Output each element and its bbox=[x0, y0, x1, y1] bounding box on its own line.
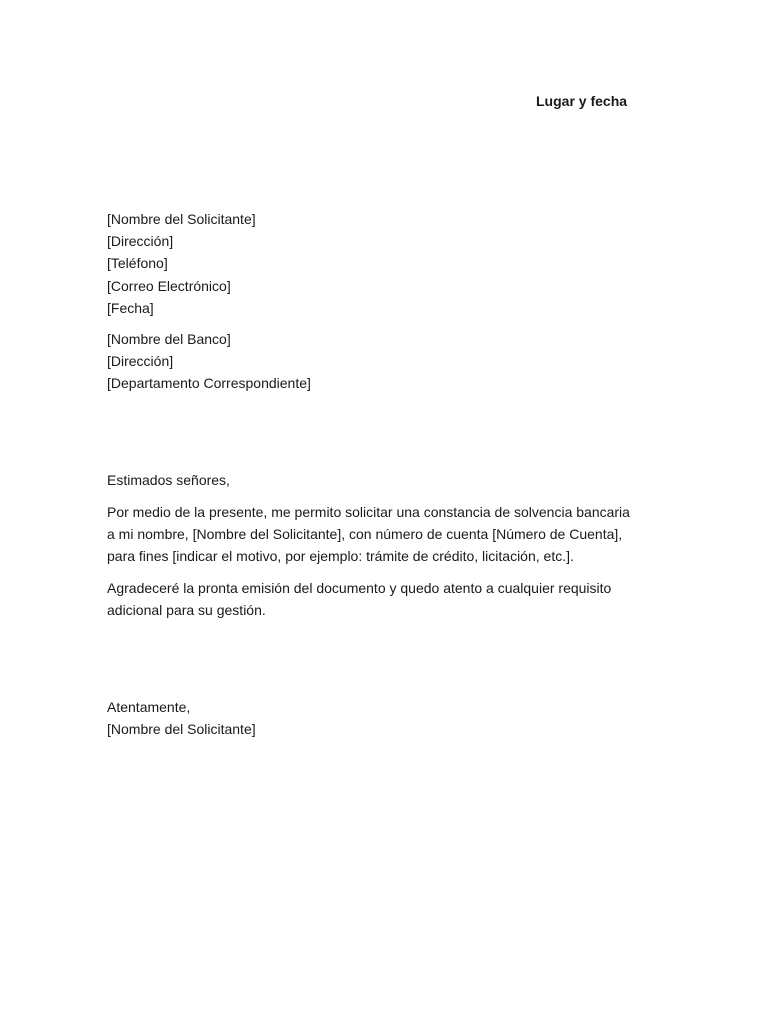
salutation: Estimados señores, bbox=[107, 472, 230, 488]
bank-name: [Nombre del Banco] bbox=[107, 331, 231, 347]
body-paragraph-1 bbox=[107, 501, 663, 568]
salutation-block bbox=[107, 469, 667, 491]
recipient-block bbox=[107, 328, 667, 395]
paragraph-2-line: Agradeceré la pronta emisión del documento y quedo atento a cualquier requisito bbox=[107, 580, 612, 596]
sender-address: [Dirección] bbox=[107, 233, 174, 250]
sender-phone: [Teléfono] bbox=[107, 255, 168, 272]
paragraph-1-line: Por medio de la presente, me permito solicitar una constancia de solvencia bancaria bbox=[107, 504, 630, 520]
paragraph-1-line: para fines [indicar el motivo, por ejemplo: trámite de crédito, licitación, etc.]. bbox=[107, 548, 574, 565]
sender-date: [Fecha] bbox=[107, 299, 154, 316]
sender-email: [Correo Electrónico] bbox=[107, 277, 231, 294]
closing-block bbox=[107, 696, 667, 740]
sender-block bbox=[107, 208, 667, 319]
farewell: Atentamente, bbox=[107, 699, 191, 715]
place-and-date: Lugar y fecha bbox=[536, 93, 628, 109]
sender-name: [Nombre del Solicitante] bbox=[107, 211, 256, 227]
body-paragraph-2 bbox=[107, 577, 663, 621]
bank-department: [Departamento Correspondiente] bbox=[107, 375, 311, 392]
paragraph-2-line: adicional para su gestión. bbox=[107, 602, 266, 619]
bank-address: [Dirección] bbox=[107, 353, 174, 370]
signature-name: [Nombre del Solicitante] bbox=[107, 721, 256, 738]
paragraph-1-line: a mi nombre, [Nombre del Solicitante], con número de cuenta [Número de Cuenta], bbox=[107, 526, 623, 543]
